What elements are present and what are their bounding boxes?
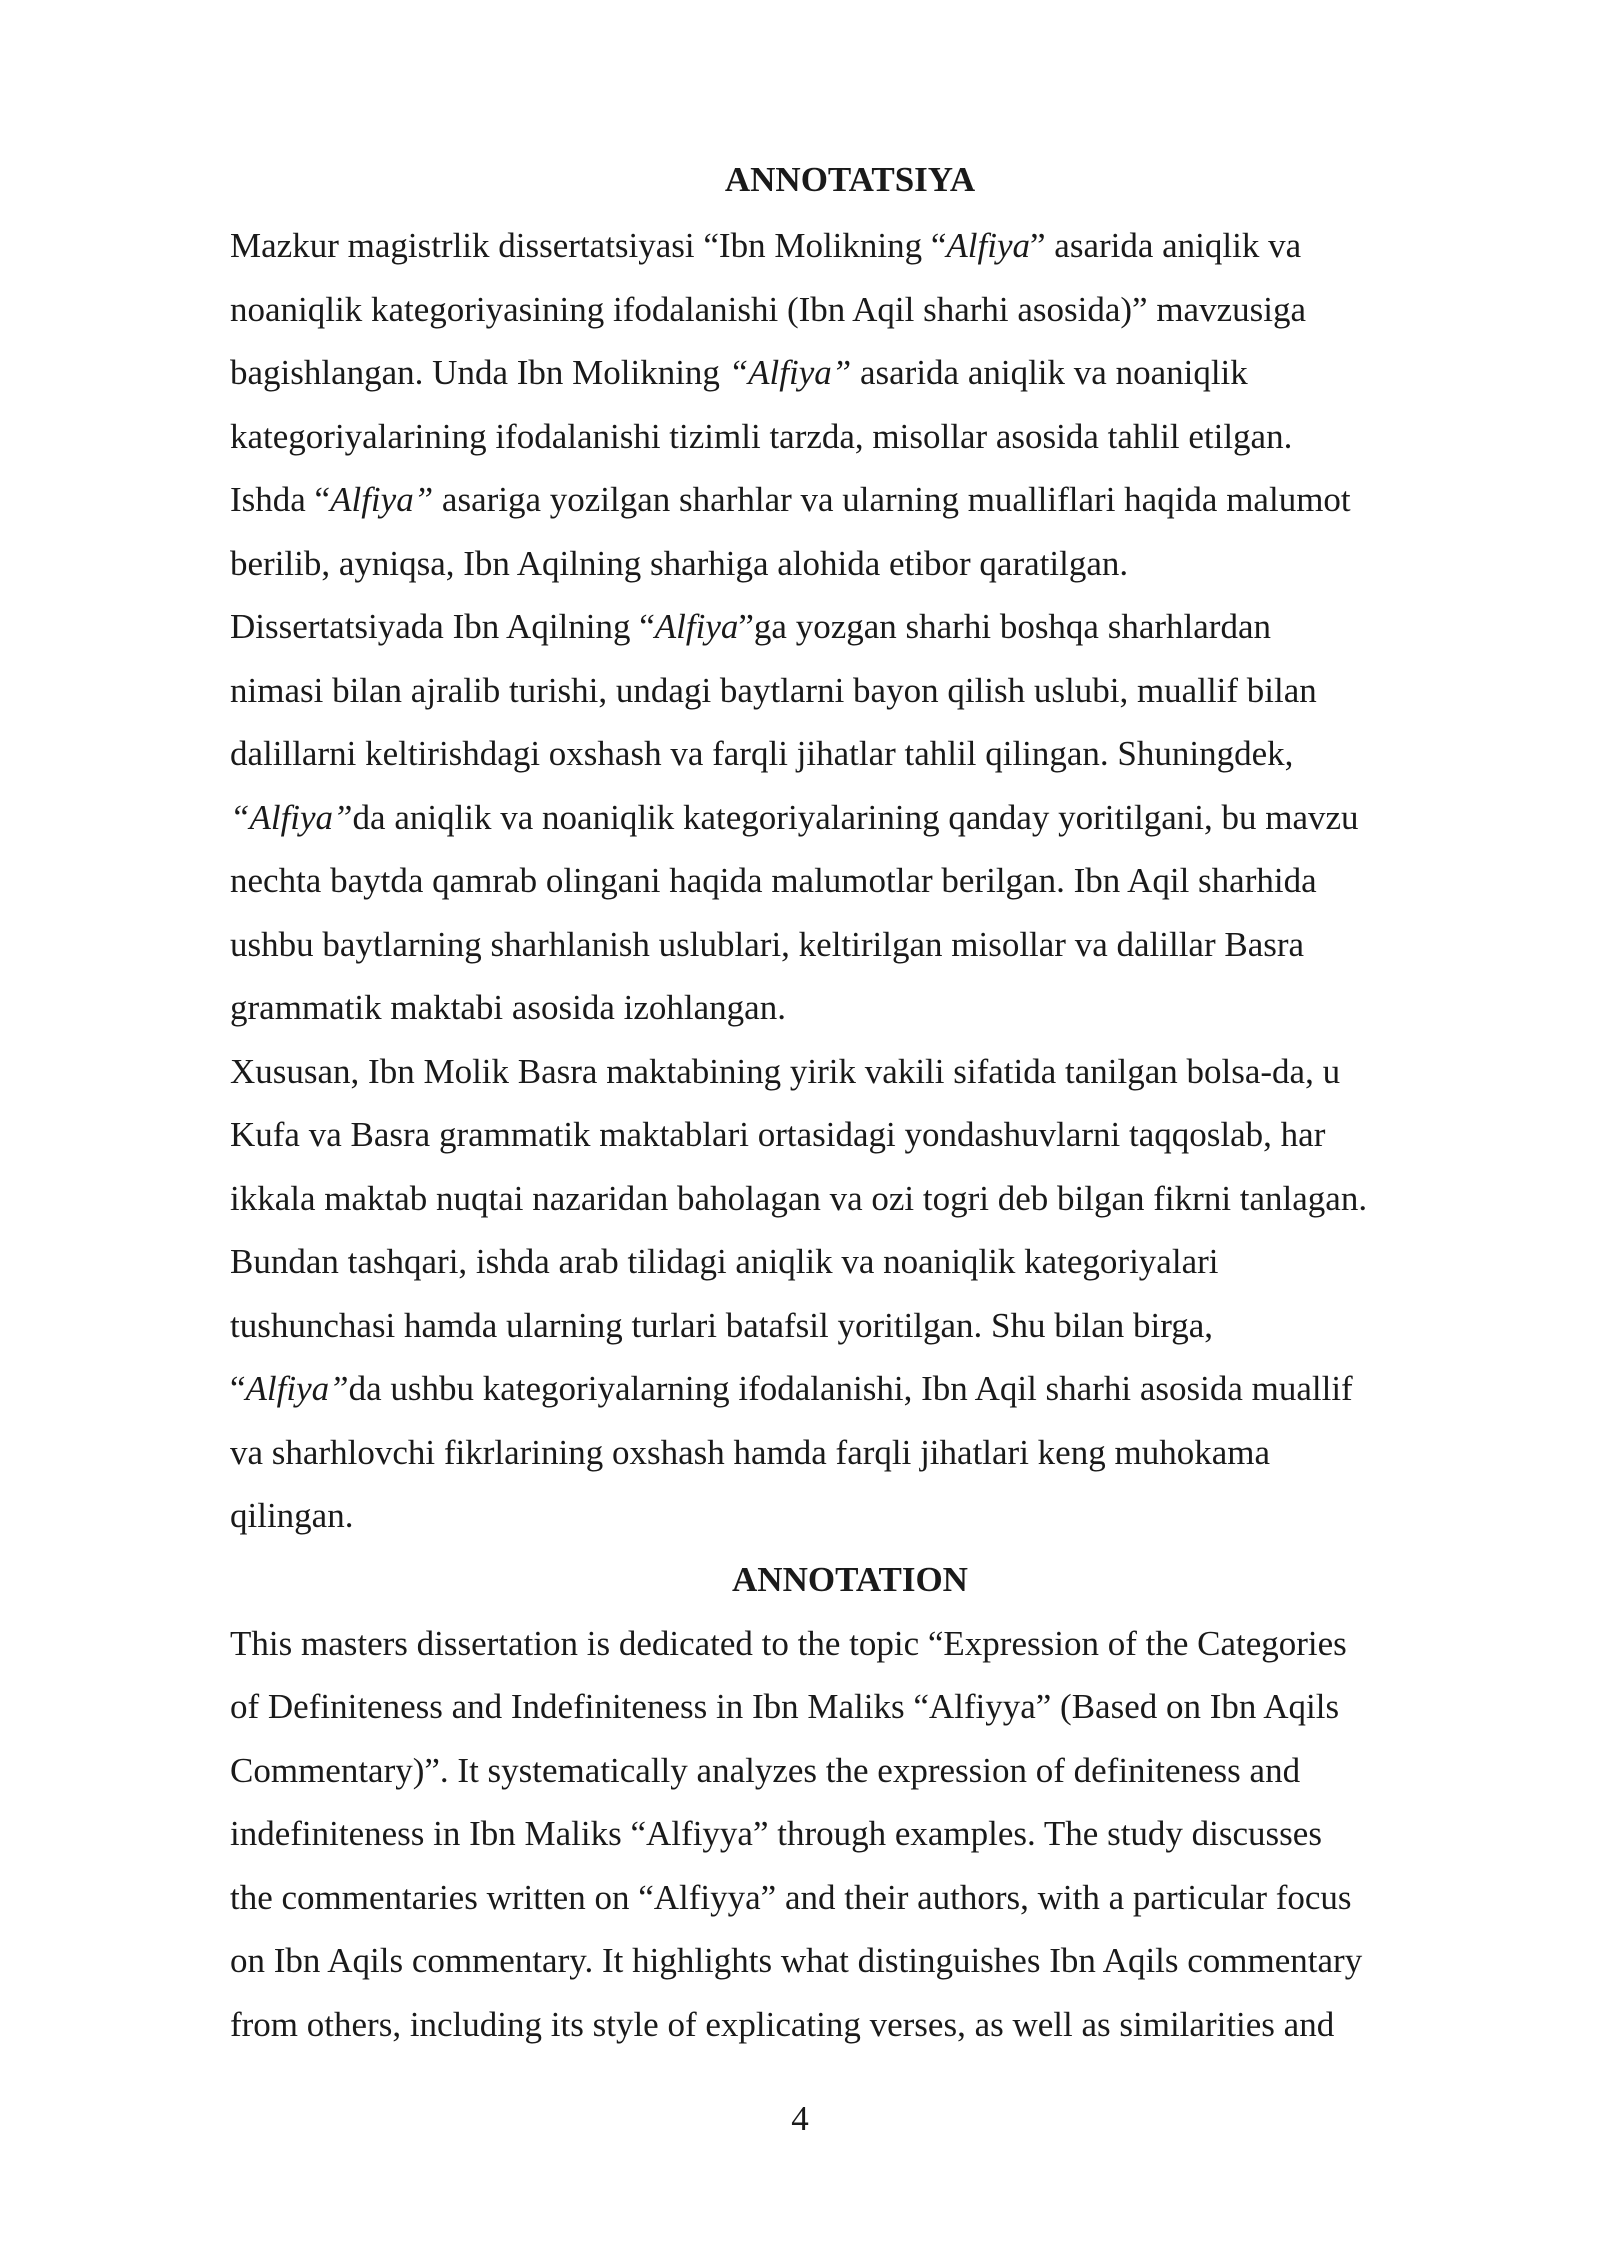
text-run: tushunchasi hamda ularning turlari batafsil yoritilgan. Shu bilan birga, (230, 1305, 1214, 1345)
annotatsiya-text-line (230, 1103, 1470, 1167)
text-run: Bundan tashqari, ishda arab tilidagi aniqlik va noaniqlik kategoriyalari (230, 1242, 1219, 1281)
annotatsiya-text-line (230, 278, 1470, 342)
annotatsiya-text-line (230, 786, 1470, 850)
text-run: ushbu baytlarning sharhlanish uslublari, keltirilgan misollar va dalillar Basra (230, 924, 1305, 964)
italic-title: “Alfiya” (728, 353, 852, 392)
italic-title: Alfiya” (330, 480, 434, 519)
text-run: indefiniteness in Ibn Maliks “Alfiyya” through examples. The study discusses (230, 1814, 1322, 1853)
text-run: Ishda “ (230, 480, 331, 519)
text-run: va sharhlovchi fikrlarining oxshash hamda farqli jihatlari keng muhokama (230, 1432, 1270, 1472)
text-run: Commentary)”. It systematically analyzes the expression of definiteness and (230, 1750, 1301, 1790)
italic-title: Alfiya (654, 607, 739, 646)
italic-title: Alfiya (946, 226, 1030, 265)
text-run: qilingan. (230, 1496, 354, 1535)
annotation-text-line (230, 1675, 1470, 1739)
annotatsiya-text-line (230, 1230, 1470, 1294)
text-run: the commentaries written on “Alfiyya” and their authors, with a particular focus (230, 1877, 1352, 1917)
annotation-text-line (230, 1993, 1470, 2057)
text-run: berilib, ayniqsa, Ibn Aqilning sharhiga alohida etibor qaratilgan. (230, 543, 1129, 583)
text-run: dalillarni keltirishdagi oxshash va farqli jihatlar tahlil qilingan. Shuningdek, (230, 734, 1294, 773)
text-run: of Definiteness and Indefiniteness in Ibn Maliks “Alfiyya” (Based on Ibn Aqils (230, 1687, 1340, 1726)
italic-title: Alfiya” (245, 1369, 349, 1408)
text-run: on Ibn Aqils commentary. It highlights what distinguishes Ibn Aqils commentary (230, 1941, 1363, 1980)
text-run: Kufa va Basra grammatik maktablari ortasidagi yondashuvlarni taqqoslab, har (230, 1115, 1326, 1154)
annotatsiya-text-line (230, 595, 1470, 659)
annotatsiya-text-line (230, 976, 1470, 1040)
annotatsiya-text-line (230, 1484, 1470, 1548)
annotatsiya-text-line (230, 341, 1470, 405)
annotatsiya-text-line (230, 659, 1470, 723)
annotatsiya-text-line (230, 722, 1470, 786)
annotatsiya-text-line (230, 1040, 1470, 1104)
text-run: from others, including its style of explicating verses, as well as similarities and (230, 2004, 1335, 2044)
annotation-text-line (230, 1739, 1470, 1803)
annotatsiya-text-line (230, 532, 1470, 596)
annotatsiya-text-line (230, 405, 1470, 469)
annotation-text-line (230, 1866, 1470, 1930)
document-page (230, 148, 1470, 2056)
annotatsiya-paragraph (230, 214, 1470, 1548)
annotatsiya-text-line (230, 1294, 1470, 1358)
annotation-text-line (230, 1612, 1470, 1676)
annotatsiya-text-line (230, 1357, 1470, 1421)
text-run: Mazkur magistrlik dissertatsiyasi “Ibn Molikning “ (230, 226, 947, 265)
text-run: nimasi bilan ajralib turishi, undagi baytlarni bayon qilish uslubi, muallif bilan (230, 670, 1317, 710)
annotatsiya-text-line (230, 214, 1470, 278)
text-run: noaniqlik kategoriyasining ifodalanishi (Ibn Aqil sharhi asosida)” mavzusiga (230, 289, 1307, 329)
annotatsiya-text-line (230, 1167, 1470, 1231)
annotation-text-line (230, 1929, 1470, 1993)
text-run: “ (230, 1369, 246, 1408)
annotation-heading: ANNOTATION (732, 1559, 968, 1599)
text-run: ikkala maktab nuqtai nazaridan baholagan va ozi togri deb bilgan fikrni tanlagan. (230, 1178, 1368, 1218)
annotatsiya-heading: ANNOTATSIYA (724, 160, 976, 199)
text-run: asariga yozilgan sharhlar va ularning mualliflari haqida malumot (433, 480, 1351, 519)
italic-title: “Alfiya” (230, 797, 353, 837)
text-run: kategoriyalarining ifodalanishi tizimli tarzda, misollar asosida tahlil etilgan. (230, 416, 1293, 456)
text-run: This masters dissertation is dedicated to the topic “Expression of the Categories (230, 1623, 1347, 1663)
text-run: da aniqlik va noaniqlik kategoriyalarining qanday yoritilgani, bu mavzu (352, 797, 1359, 837)
text-run: Dissertatsiyada Ibn Aqilning “ (230, 607, 655, 646)
annotatsiya-text-line (230, 1421, 1470, 1485)
annotation-text-line (230, 1802, 1470, 1866)
text-run: asarida aniqlik va noaniqlik (851, 353, 1248, 392)
text-run: ” asarida aniqlik va (1030, 226, 1302, 265)
annotatsiya-text-line (230, 913, 1470, 977)
text-run: bagishlangan. Unda Ibn Molikning (230, 353, 729, 392)
annotatsiya-text-line (230, 849, 1470, 913)
annotatsiya-text-line (230, 468, 1470, 532)
text-run: Xususan, Ibn Molik Basra maktabining yirik vakili sifatida tanilgan bolsa-da, u (230, 1051, 1341, 1091)
page-number: 4 (791, 2099, 809, 2138)
text-run: ”ga yozgan sharhi boshqa sharhlardan (738, 607, 1271, 646)
annotation-paragraph (230, 1612, 1470, 2057)
text-run: grammatik maktabi asosida izohlangan. (230, 988, 786, 1027)
text-run: nechta baytda qamrab olingani haqida malumotlar berilgan. Ibn Aqil sharhida (230, 861, 1317, 900)
text-run: da ushbu kategoriyalarning ifodalanishi, Ibn Aqil sharhi asosida muallif (348, 1369, 1353, 1408)
